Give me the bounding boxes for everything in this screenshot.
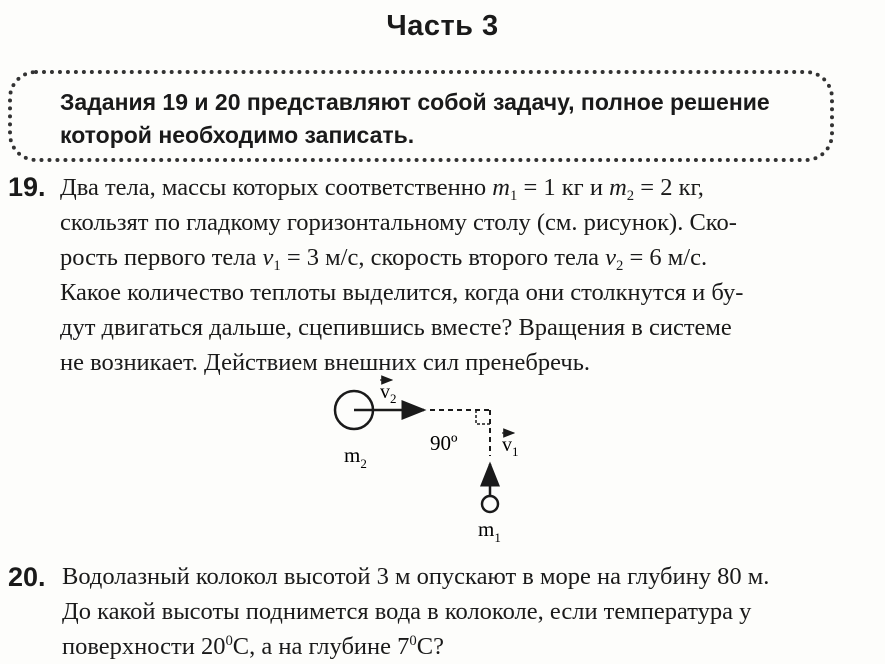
instruction-line-1: Задания 19 и 20 представляют собой задачу, полное решение [60, 89, 770, 115]
right-angle-mark [476, 410, 490, 424]
task-19-line-5: дут двигаться дальше, сцепившись вместе? Вращения в системе [60, 314, 732, 341]
angle-label: 90º [430, 431, 458, 455]
task-20-text [62, 559, 847, 664]
page-title: Часть 3 [386, 10, 499, 42]
instruction-box [8, 70, 834, 162]
body-m1 [482, 496, 498, 512]
task-20-number: 20. [8, 562, 46, 592]
task-19-line-4: Какое количество теплоты выделится, когда они столкнутся и бу- [60, 279, 744, 306]
instruction-text [60, 86, 820, 152]
task-19-number: 19. [8, 172, 46, 202]
m1-label: $m_1$ [478, 517, 501, 545]
v1-label: $v_1$ [502, 434, 519, 459]
v2-label: $v_2$ [380, 381, 397, 406]
task-19-line-2: скользят по гладкому горизонтальному столу (см. рисунок). Ско- [60, 209, 737, 236]
collision-diagram [300, 368, 580, 548]
m2-label: $m_2$ [344, 443, 367, 471]
task-20-line-1: Водолазный колокол высотой 3 м опускают в море на глубину 80 м. [62, 563, 770, 590]
instruction-line-2: которой необходимо записать. [60, 122, 415, 148]
task-20-line-3: поверхности $20^0C$, а на глубине $7^0C$? [62, 633, 444, 660]
task-19-line-6: не возникает. Действием внешних сил пренебречь. [60, 349, 590, 376]
task-19-text [60, 170, 845, 380]
task-19-line-3: рость первого тела $v_1 = 3$ м/с, скорость второго тела $v_2 = 6$ м/с. [60, 244, 708, 275]
task-20-line-2: До какой высоты поднимется вода в колоколе, если температура у [62, 598, 752, 625]
task-19-line-1: Два тела, массы которых соответственно $m_1 = 1$ кг и $m_2 = 2$ кг, [60, 174, 704, 205]
